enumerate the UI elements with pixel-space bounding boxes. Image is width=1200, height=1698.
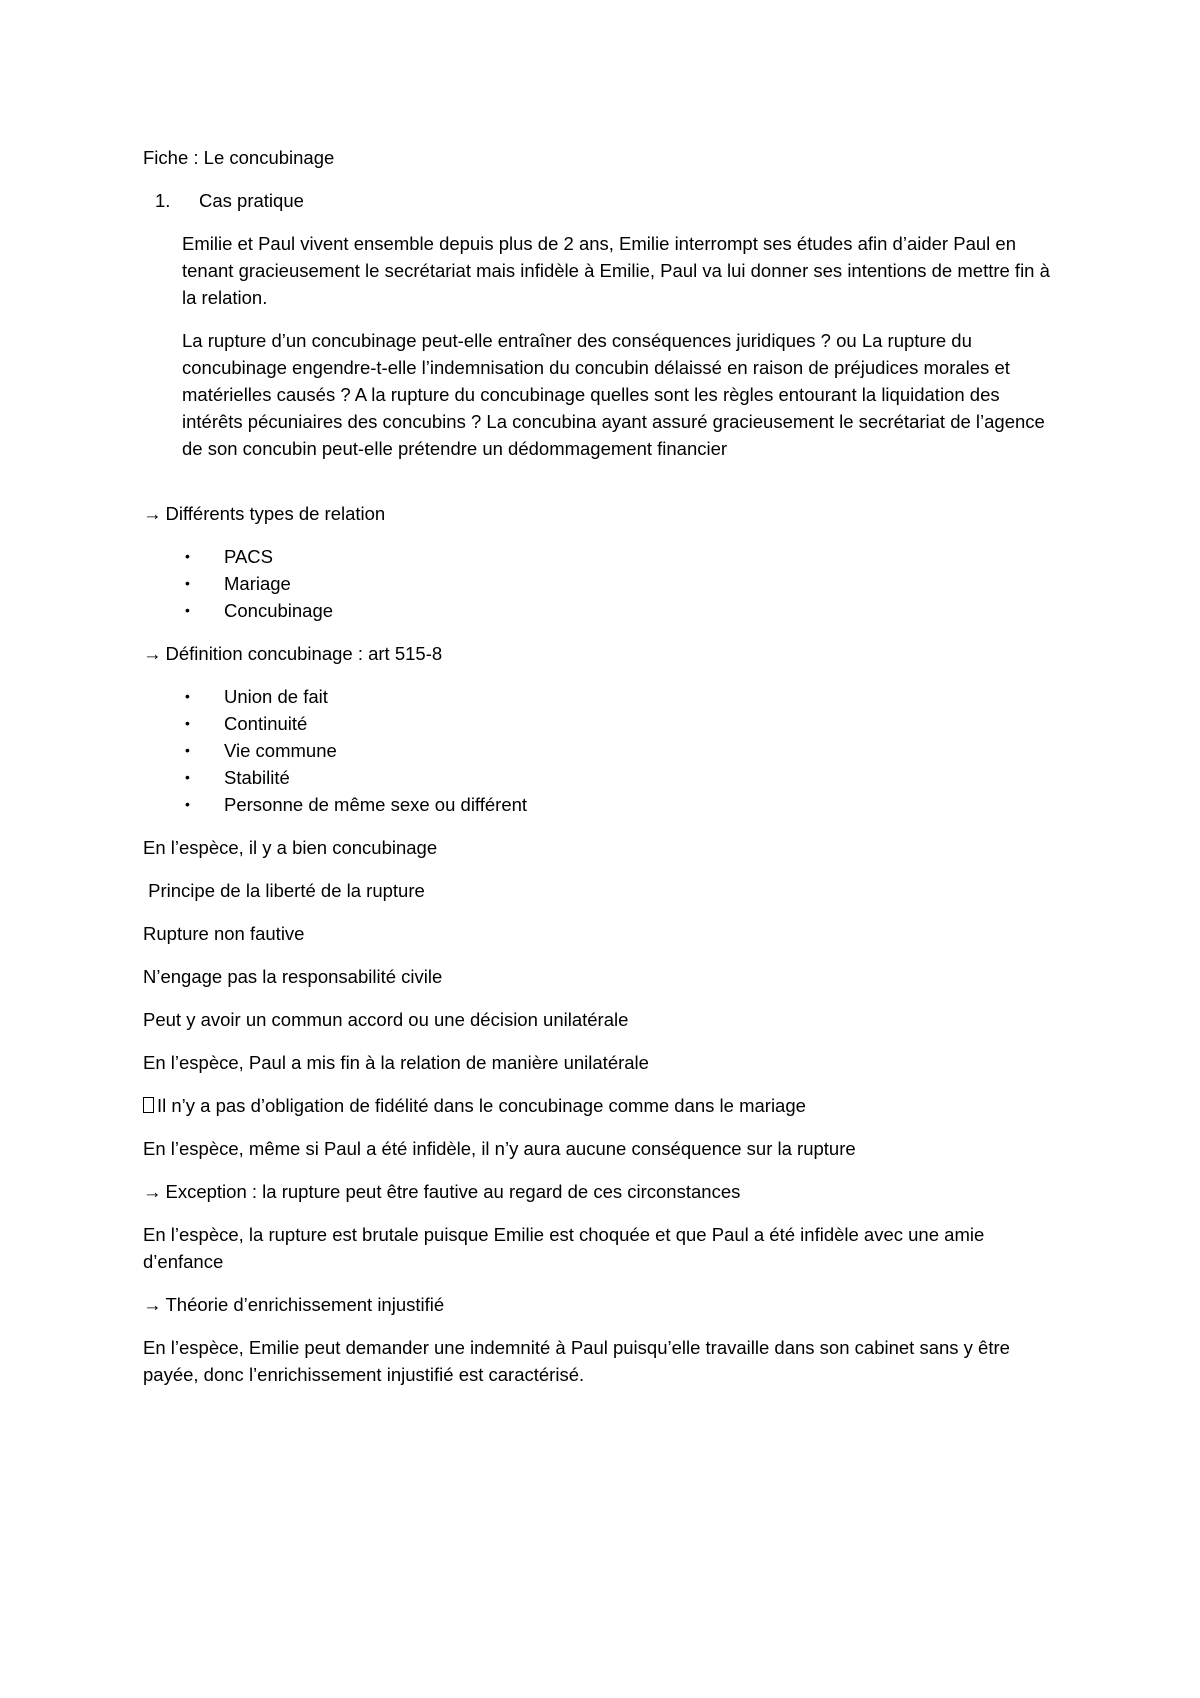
list-item-text: Concubinage xyxy=(224,600,334,621)
paragraph-text: Exception : la rupture peut être fautive au regard de ces circonstances xyxy=(165,1181,741,1202)
list-item-text: Vie commune xyxy=(224,740,337,761)
paragraph: En l’espèce, il y a bien concubinage xyxy=(143,837,438,858)
relation-types-list xyxy=(143,543,1063,624)
bullet-icon: • xyxy=(185,548,190,564)
relation-types-heading-text: Différents types de relation xyxy=(165,503,386,524)
list-item-text: Stabilité xyxy=(224,767,290,788)
list-item-text: Mariage xyxy=(224,573,291,594)
list-item-text: PACS xyxy=(224,546,274,567)
paragraph: En l’espèce, la rupture est brutale puisque Emilie est choquée et que Paul a été infidèle avec une amie d’enfance xyxy=(143,1224,985,1272)
arrow-icon: → xyxy=(143,1181,162,1202)
paragraph-text: Il n’y a pas d’obligation de fidélité dans le concubinage comme dans le mariage xyxy=(157,1095,806,1116)
paragraph: En l’espèce, Paul a mis fin à la relation de manière unilatérale xyxy=(143,1052,649,1073)
legal-problem: La rupture d’un concubinage peut-elle entraîner des conséquences juridiques ? ou La rupture du concubinage engendre-t-elle l’indemnisation du concubin délaissé en raison de préjudices morales et matérielles causés ? A la rupture du concubinage quelles sont les règles entourant la liquidation des intérêts pécuniaires des concubins ? La concubina ayant assuré gracieusement le secrétariat de l’agence de son concubin peut-elle prétendre un dédommagement financier xyxy=(182,330,1045,459)
section-label: Cas pratique xyxy=(199,190,304,211)
paragraph: En l’espèce, Emilie peut demander une indemnité à Paul puisqu’elle travaille dans son cabinet sans y être payée, donc l’enrichissement injustifié est caractérisé. xyxy=(143,1337,1010,1385)
document-title: Fiche : Le concubinage xyxy=(143,147,335,168)
bullet-icon: • xyxy=(185,602,190,618)
list-item xyxy=(143,791,1063,818)
list-item-text: Personne de même sexe ou différent xyxy=(224,794,528,815)
enrichment-heading xyxy=(143,1291,1063,1318)
list-item xyxy=(143,764,1063,791)
bullet-icon: • xyxy=(185,742,190,758)
paragraph: N’engage pas la responsabilité civile xyxy=(143,966,443,987)
list-item xyxy=(143,597,1063,624)
definition-heading-text: Définition concubinage : art 515-8 xyxy=(165,643,443,664)
section-heading xyxy=(143,187,1063,214)
list-item xyxy=(143,683,1063,710)
arrow-icon: → xyxy=(143,503,162,524)
exception-paragraph xyxy=(143,1178,1063,1205)
paragraph: Rupture non fautive xyxy=(143,923,305,944)
bullet-icon: • xyxy=(185,575,190,591)
definition-heading xyxy=(143,640,1063,667)
list-item xyxy=(143,543,1063,570)
missing-glyph-icon xyxy=(143,1097,154,1113)
list-item-text: Union de fait xyxy=(224,686,328,707)
arrow-icon: → xyxy=(143,1294,162,1315)
document-page xyxy=(143,144,1063,1404)
bullet-icon: • xyxy=(185,769,190,785)
definition-list xyxy=(143,683,1063,818)
list-item-text: Continuité xyxy=(224,713,308,734)
paragraph: Peut y avoir un commun accord ou une décision unilatérale xyxy=(143,1009,629,1030)
paragraph-with-symbol xyxy=(143,1092,1063,1119)
bullet-icon: • xyxy=(185,688,190,704)
relation-types-heading xyxy=(143,500,1063,527)
paragraph: En l’espèce, même si Paul a été infidèle, il n’y aura aucune conséquence sur la rupture xyxy=(143,1138,856,1159)
arrow-icon: → xyxy=(143,643,162,664)
list-item xyxy=(143,710,1063,737)
list-item xyxy=(143,737,1063,764)
bullet-icon: • xyxy=(185,715,190,731)
list-item xyxy=(143,570,1063,597)
paragraph: Principe de la liberté de la rupture xyxy=(143,880,425,901)
section-number: 1. xyxy=(155,190,171,211)
bullet-icon: • xyxy=(185,796,190,812)
case-description: Emilie et Paul vivent ensemble depuis plus de 2 ans, Emilie interrompt ses études afin d’aider Paul en tenant gracieusement le secrétariat mais infidèle à Emilie, Paul va lui donner ses intentions de mettre fin à la relation. xyxy=(182,233,1050,308)
paragraph-text: Théorie d’enrichissement injustifié xyxy=(165,1294,445,1315)
